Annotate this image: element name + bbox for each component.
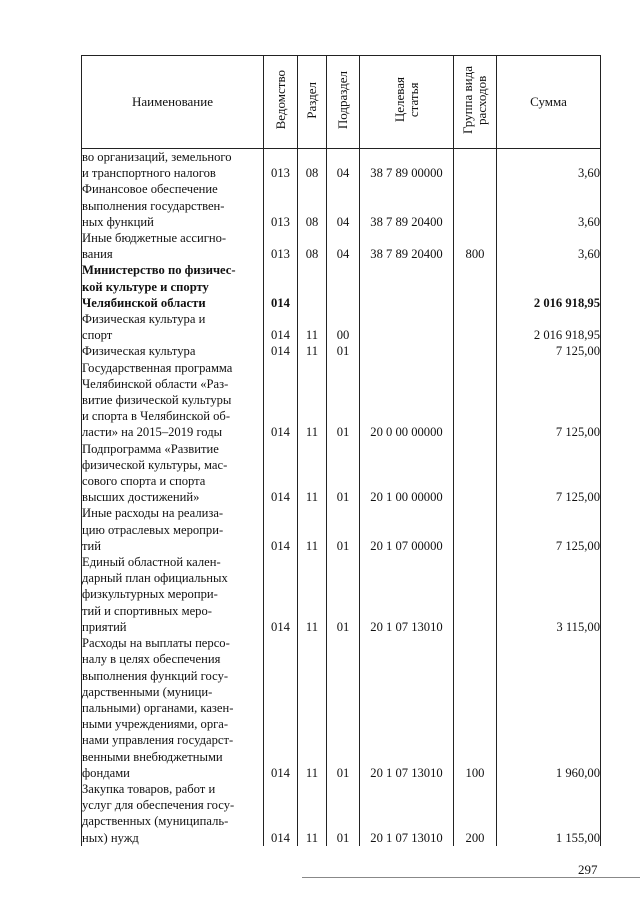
row-name-line: услуг для обеспечения госу- (82, 798, 235, 813)
row-name-line: выполнения функций госу- (82, 668, 229, 683)
row-ved: 013 (264, 181, 298, 230)
row-name-line: Иные расходы на реализа- (82, 506, 224, 521)
row-gruppa (454, 505, 497, 554)
row-celevaya: 20 1 07 00000 (360, 505, 454, 554)
row-gruppa: 100 (454, 635, 497, 781)
table-row (82, 262, 601, 311)
row-name-line: Челябинской области «Раз- (82, 376, 229, 391)
table-row (82, 441, 601, 506)
row-name-line: высших достижений» (82, 490, 200, 505)
row-name-line: ными учреждениями, орга- (82, 717, 229, 732)
row-celevaya (360, 262, 454, 311)
table-row (82, 230, 601, 262)
table-row (82, 781, 601, 846)
row-razdel: 11 (298, 505, 327, 554)
row-celevaya (360, 343, 454, 359)
row-name-line: витие физической культуры (82, 393, 232, 408)
row-razdel: 08 (298, 149, 327, 182)
row-summa: 3,60 (497, 181, 601, 230)
row-razdel: 11 (298, 311, 327, 343)
row-podrazdel: 01 (327, 505, 360, 554)
row-gruppa: 200 (454, 781, 497, 846)
row-name (82, 181, 264, 230)
table-row (82, 635, 601, 781)
row-ved: 014 (264, 635, 298, 781)
table-row (82, 360, 601, 441)
row-name-line: венными внебюджетными (82, 749, 223, 764)
row-name-line: тий и спортивных меро- (82, 603, 212, 618)
row-razdel: 11 (298, 554, 327, 635)
row-gruppa (454, 149, 497, 182)
row-name-line: фондами (82, 765, 130, 780)
row-name-line: ных функций (82, 214, 154, 229)
row-celevaya: 20 1 07 13010 (360, 554, 454, 635)
row-name-line: Челябинской области (82, 295, 206, 310)
row-gruppa (454, 360, 497, 441)
row-gruppa (454, 441, 497, 506)
row-razdel: 11 (298, 781, 327, 846)
header-name: Наименование (82, 56, 264, 149)
header-celevaya: Целевая статья (360, 56, 454, 149)
row-razdel: 11 (298, 441, 327, 506)
row-name-line: Физическая культура (82, 344, 196, 359)
row-razdel: 11 (298, 343, 327, 359)
row-celevaya: 38 7 89 20400 (360, 230, 454, 262)
row-ved: 013 (264, 149, 298, 182)
row-name-line: физической культуры, мас- (82, 457, 228, 472)
row-name-line: тий (82, 538, 101, 553)
row-name (82, 360, 264, 441)
table-row (82, 181, 601, 230)
row-celevaya: 38 7 89 00000 (360, 149, 454, 182)
row-name-line: пальными) органами, казен- (82, 700, 234, 715)
row-name (82, 230, 264, 262)
row-podrazdel: 04 (327, 149, 360, 182)
row-podrazdel: 01 (327, 781, 360, 846)
row-name (82, 311, 264, 343)
row-summa: 7 125,00 (497, 505, 601, 554)
row-podrazdel: 01 (327, 554, 360, 635)
row-name-line: приятий (82, 619, 127, 634)
row-name (82, 554, 264, 635)
table-row (82, 343, 601, 359)
row-name-line: Физическая культура и (82, 312, 206, 327)
row-summa: 1 960,00 (497, 635, 601, 781)
row-ved: 014 (264, 311, 298, 343)
row-ved: 013 (264, 230, 298, 262)
row-celevaya (360, 311, 454, 343)
row-name-line: цию отраслевых меропри- (82, 522, 224, 537)
row-celevaya: 38 7 89 20400 (360, 181, 454, 230)
header-podrazdel: Подраздел (327, 56, 360, 149)
row-ved: 014 (264, 262, 298, 311)
row-celevaya: 20 0 00 00000 (360, 360, 454, 441)
row-name (82, 441, 264, 506)
row-summa: 7 125,00 (497, 441, 601, 506)
row-name (82, 343, 264, 359)
header-summa: Сумма (497, 56, 601, 149)
row-summa: 3 115,00 (497, 554, 601, 635)
row-podrazdel: 01 (327, 635, 360, 781)
row-gruppa (454, 343, 497, 359)
row-name-line: Государственная программа (82, 360, 233, 375)
table-row (82, 311, 601, 343)
row-ved: 014 (264, 343, 298, 359)
row-name-line: и транспортного налогов (82, 166, 216, 181)
row-name-line: Иные бюджетные ассигно- (82, 231, 227, 246)
row-podrazdel: 04 (327, 230, 360, 262)
row-name-line: дарный план официальных (82, 571, 228, 586)
row-razdel: 11 (298, 635, 327, 781)
table-body (82, 149, 601, 846)
row-name-line: Расходы на выплаты персо- (82, 636, 230, 651)
row-podrazdel (327, 262, 360, 311)
row-name-line: вания (82, 247, 113, 262)
row-ved: 014 (264, 554, 298, 635)
row-summa: 2 016 918,95 (497, 262, 601, 311)
row-name-line: Подпрограмма «Развитие (82, 441, 219, 456)
row-summa: 1 155,00 (497, 781, 601, 846)
row-name-line: нами управления государст- (82, 733, 234, 748)
row-name (82, 262, 264, 311)
row-summa: 2 016 918,95 (497, 311, 601, 343)
row-name (82, 781, 264, 846)
row-ved: 014 (264, 505, 298, 554)
row-podrazdel: 04 (327, 181, 360, 230)
row-summa: 7 125,00 (497, 360, 601, 441)
row-summa: 3,60 (497, 230, 601, 262)
row-name (82, 505, 264, 554)
row-podrazdel: 01 (327, 360, 360, 441)
table-header-row (82, 56, 601, 149)
row-name-line: Закупка товаров, работ и (82, 781, 216, 796)
row-name-line: физкультурных меропри- (82, 587, 218, 602)
header-gruppa: Группа вида расходов (454, 56, 497, 149)
row-summa: 3,60 (497, 149, 601, 182)
row-razdel: 11 (298, 360, 327, 441)
row-ved: 014 (264, 781, 298, 846)
row-name-line: выполнения государствен- (82, 198, 225, 213)
row-celevaya: 20 1 07 13010 (360, 635, 454, 781)
row-ved: 014 (264, 360, 298, 441)
page-number: 297 (578, 862, 598, 877)
row-razdel: 08 (298, 181, 327, 230)
footer-rule (302, 877, 640, 878)
row-name-line: ласти» на 2015–2019 годы (82, 425, 223, 440)
row-ved: 014 (264, 441, 298, 506)
row-razdel (298, 262, 327, 311)
row-name-line: кой культуре и спорту (82, 279, 209, 294)
row-name-line: спорт (82, 328, 113, 343)
header-ved: Ведомство (264, 56, 298, 149)
row-podrazdel: 01 (327, 343, 360, 359)
row-name-line: Единый областной кален- (82, 555, 221, 570)
row-name-line: Финансовое обеспечение (82, 182, 218, 197)
table-row (82, 505, 601, 554)
table-row (82, 554, 601, 635)
row-name-line: и спорта в Челябинской об- (82, 409, 231, 424)
header-razdel: Раздел (298, 56, 327, 149)
row-name (82, 149, 264, 182)
row-name-line: сового спорта и спорта (82, 474, 206, 489)
row-gruppa (454, 311, 497, 343)
row-gruppa (454, 262, 497, 311)
table-row (82, 149, 601, 182)
row-podrazdel: 01 (327, 441, 360, 506)
row-name-line: во организаций, земельного (82, 150, 232, 164)
row-name (82, 635, 264, 781)
row-summa: 7 125,00 (497, 343, 601, 359)
row-name-line: Министерство по физичес- (82, 263, 236, 278)
row-name-line: дарственными (муници- (82, 684, 213, 699)
row-gruppa (454, 181, 497, 230)
row-name-line: налу в целях обеспечения (82, 652, 221, 667)
budget-table (81, 55, 601, 846)
row-name-line: ных) нужд (82, 830, 139, 845)
row-gruppa: 800 (454, 230, 497, 262)
row-name-line: дарственных (муниципаль- (82, 814, 229, 829)
row-podrazdel: 00 (327, 311, 360, 343)
row-gruppa (454, 554, 497, 635)
row-razdel: 08 (298, 230, 327, 262)
row-celevaya: 20 1 00 00000 (360, 441, 454, 506)
row-celevaya: 20 1 07 13010 (360, 781, 454, 846)
